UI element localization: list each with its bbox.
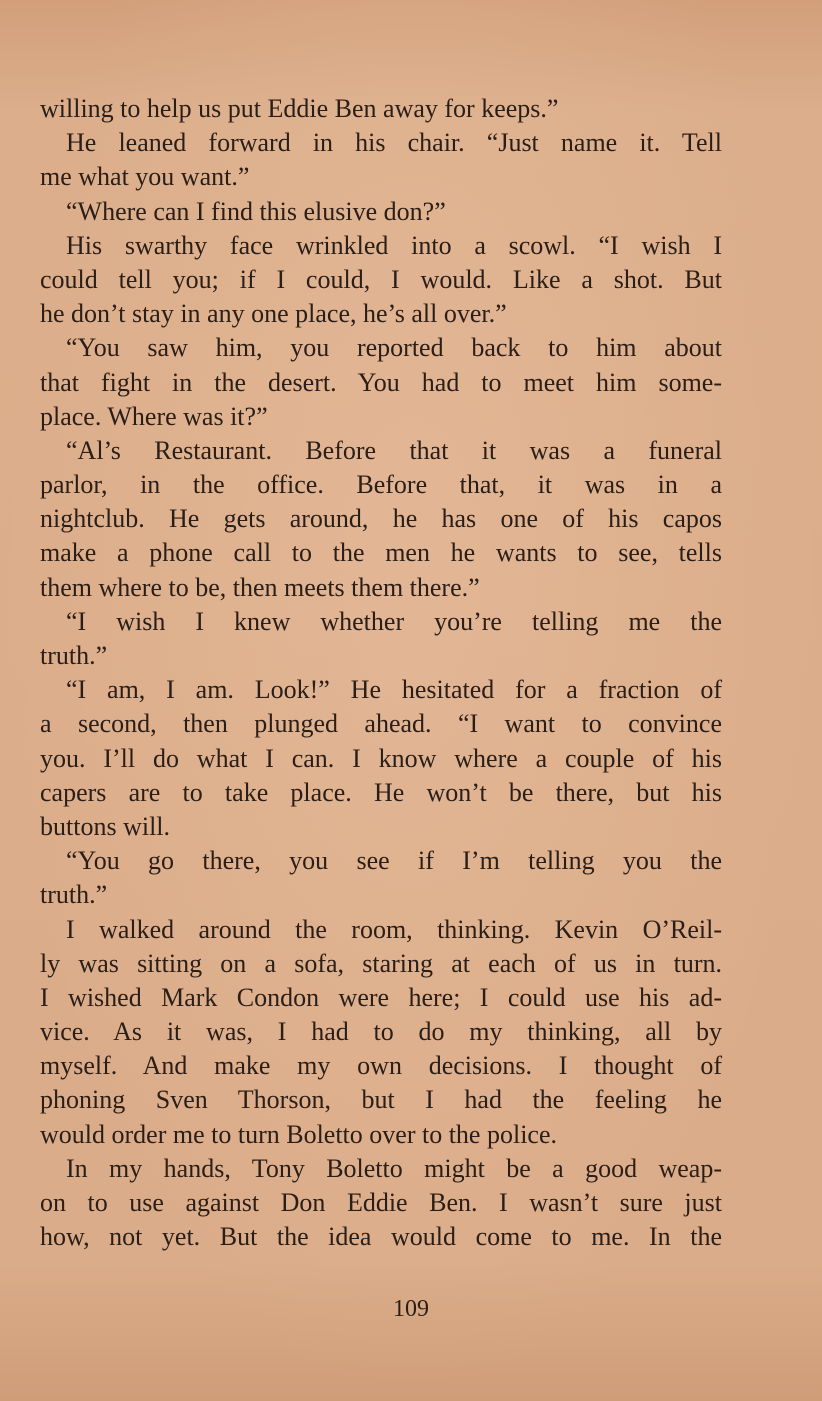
text-line: truth.” (40, 641, 108, 670)
text-line: “I am, I am. Look!” He hesitated for a fraction of (66, 675, 722, 705)
text-line: place. Where was it?” (40, 401, 268, 431)
text-line: how, not yet. But the idea would come to me. In the (40, 1222, 722, 1252)
text-line: me what you want.” (40, 162, 250, 192)
text-line: vice. As it was, I had to do my thinking, all by (40, 1017, 722, 1047)
text-line: “You go there, you see if I’m telling you the (66, 846, 722, 876)
text-line: myself. And make my own decisions. I thought of (40, 1051, 722, 1081)
text-line: them where to be, then meets them there.” (40, 572, 480, 602)
text-line: I walked around the room, thinking. Kevin O’Reil- (66, 914, 722, 944)
text-line: buttons will. (40, 811, 171, 841)
text-line: a second, then plunged ahead. “I want to convince (40, 709, 722, 739)
text-line: on to use against Don Eddie Ben. I wasn’t sure just (40, 1188, 722, 1217)
page-number: 109 (393, 1296, 429, 1322)
text-line: “Where can I find this elusive don?” (66, 196, 446, 226)
text-line: phoning Sven Thorson, but I had the feeling he (40, 1085, 722, 1115)
text-line: His swarthy face wrinkled into a scowl. “I wish I (66, 230, 722, 260)
page-body (40, 92, 722, 1254)
text-line: make a phone call to the men he wants to see, tells (40, 538, 722, 568)
text-line: “You saw him, you reported back to him about (66, 333, 722, 363)
text-line: truth.” (40, 880, 108, 910)
text-line: willing to help us put Eddie Ben away for keeps.” (40, 94, 559, 123)
text-line: nightclub. He gets around, he has one of his capos (40, 504, 722, 534)
text-line: parlor, in the office. Before that, it was in a (40, 470, 722, 500)
text-line: I wished Mark Condon were here; I could use his ad- (40, 982, 722, 1012)
text-line: In my hands, Tony Boletto might be a good weap- (66, 1153, 722, 1183)
text-line: could tell you; if I could, I would. Like a shot. But (40, 264, 722, 294)
text-line: you. I’ll do what I can. I know where a couple of his (40, 743, 722, 773)
text-line: he don’t stay in any one place, he’s all over.” (40, 299, 507, 329)
text-line: that fight in the desert. You had to meet him some- (40, 367, 722, 397)
text-line: would order me to turn Boletto over to the police. (40, 1119, 557, 1149)
text-line: capers are to take place. He won’t be there, but his (40, 777, 722, 807)
text-line: He leaned forward in his chair. “Just name it. Tell (66, 128, 722, 158)
text-line: “Al’s Restaurant. Before that it was a funeral (66, 435, 722, 465)
text-line: “I wish I knew whether you’re telling me the (66, 606, 722, 636)
text-line: ly was sitting on a sofa, staring at each of us in turn. (40, 948, 722, 978)
